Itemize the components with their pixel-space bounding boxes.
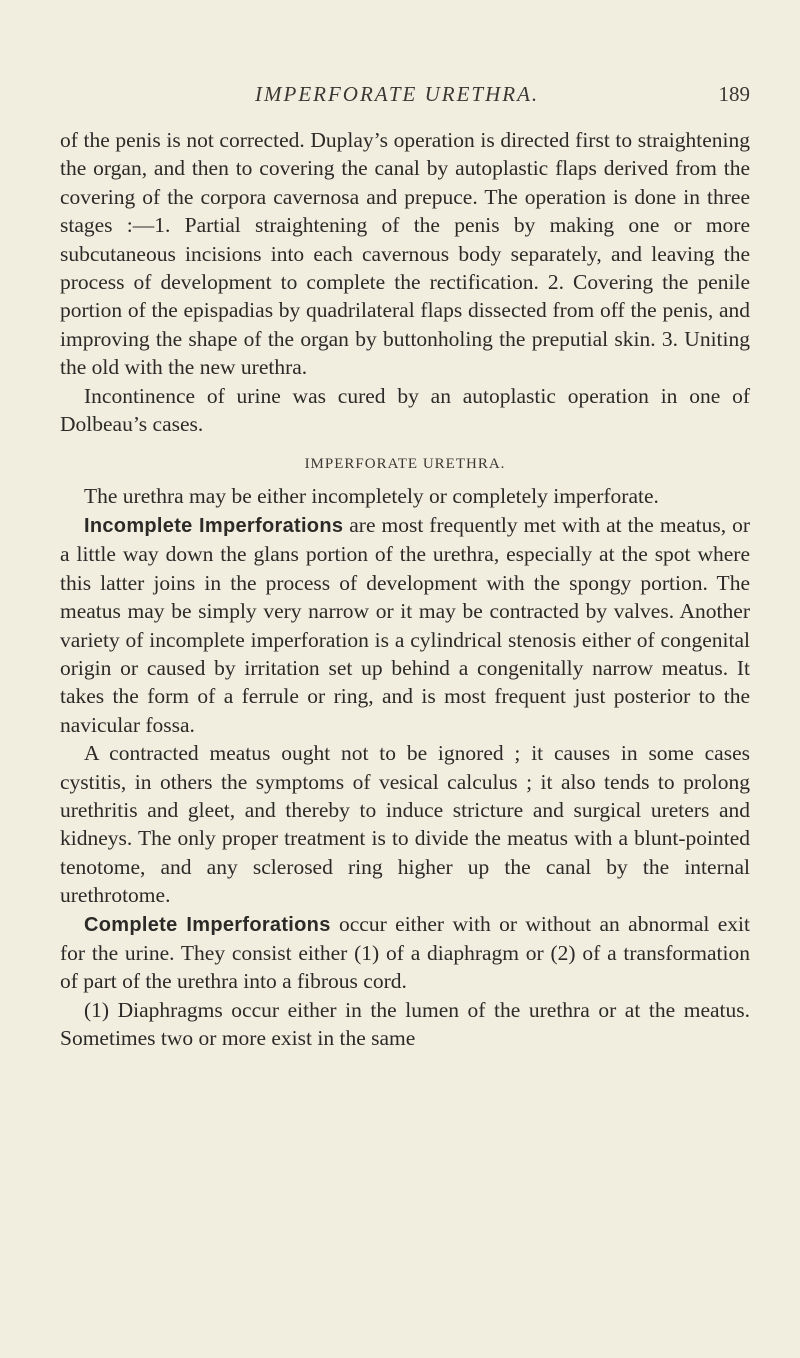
paragraph-duplay-operation: of the penis is not corrected. Duplay’s operation is directed first to straightening the organ, and then to covering the canal by autoplastic flaps derived from the covering of the corpora cavernosa and prepuce. The operation is done in three stages :—1. Partial straightening of the penis by making one or more subcutaneous incisions into each cavernous body separately, and leaving the process of development to complete the rectification. 2. Covering the penile portion of the epispadias by quadrilateral flaps dissected from off the penis, and improving the shape of the organ by buttonholing the preputial skin. 3. Uniting the old with the new urethra. (60, 128, 750, 380)
page-number: 189 (718, 82, 750, 106)
paragraph-intro: The urethra may be either incompletely or completely imperforate. (84, 484, 659, 509)
page-body (60, 126, 750, 1053)
running-title: IMPERFORATE URETHRA. (255, 82, 540, 106)
paragraph-contracted-meatus: A contracted meatus ought not to be ignored ; it causes in some cases cystitis, in others the symptoms of vesical calculus ; it also tends to prolong urethritis and gleet, and thereby to induce stricture and surgical ureters and kidneys. The only proper treatment is to divide the meatus with a blunt-pointed tenotome, and any sclerosed ring higher up the canal by the internal urethrotome. (60, 741, 750, 908)
paragraph-incomplete-imperforations (60, 511, 750, 739)
section-heading: IMPERFORATE URETHRA. (304, 456, 506, 473)
run-in-heading-complete: Complete Imperforations (84, 913, 331, 936)
running-header (60, 82, 750, 112)
run-in-heading-incomplete: Incomplete Imperforations (84, 514, 344, 537)
paragraph-text-complete: occur either with or without an abnormal exit for the urine. They consist either (1) of a diaphragm or (2) of a transformation of part of the urethra into a fibrous cord. (60, 911, 750, 994)
paragraph-complete-imperforations (60, 910, 750, 996)
paragraph-diaphragms: (1) Diaphragms occur either in the lumen of the urethra or at the meatus. Sometimes two or more exist in the same (60, 997, 750, 1051)
paragraph-text-incomplete: are most frequently met with at the meatus, or a little way down the glans portion of the urethra, especially at the spot where this latter joins in the process of development with the spongy portion. The meatus may be simply very narrow or it may be contracted by valves. Another variety of incomplete imperforation is a cylindrical stenosis either of congenital origin or caused by irritation set up behind a congenitally narrow meatus. It takes the form of a ferrule or ring, and is most frequent just posterior to the navicular fossa. (60, 512, 750, 737)
paragraph-incontinence: Incontinence of urine was cured by an autoplastic operation in one of Dolbeau’s cases. (60, 383, 750, 437)
